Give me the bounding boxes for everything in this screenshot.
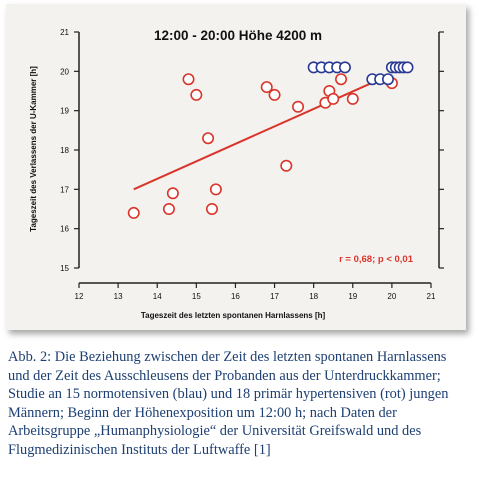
figure-panel <box>6 4 466 330</box>
x-tick-label: 21 <box>426 292 436 301</box>
y-tick-label: 16 <box>60 224 69 234</box>
y-tick-label: 18 <box>60 146 69 155</box>
data-point-red <box>293 102 303 112</box>
x-tick-label: 16 <box>230 292 240 301</box>
data-point-red <box>269 90 279 100</box>
data-point-red <box>328 94 338 104</box>
y-tick-label: 15 <box>60 264 69 273</box>
chart-title: 12:00 - 20:00 Höhe 4200 m <box>153 28 323 43</box>
data-point-red <box>168 188 178 198</box>
y-tick-label: 17 <box>60 185 69 195</box>
x-tick-label: 18 <box>309 292 319 301</box>
data-point-red <box>281 161 291 171</box>
data-point-blue <box>383 74 393 84</box>
data-point-red <box>211 184 221 194</box>
x-axis-label: Tageszeit des letzten spontanen Harnlassens [h] <box>140 311 326 320</box>
data-point-red <box>164 204 174 214</box>
data-point-red <box>336 74 346 84</box>
y-axis-label: Tageszeit des Verlassens der U-Kammer [h] <box>29 66 38 232</box>
y-tick-label: 21 <box>60 28 69 37</box>
data-point-red <box>348 94 358 104</box>
data-point-blue <box>402 62 412 72</box>
data-point-red <box>203 133 213 143</box>
data-point-red <box>191 90 201 100</box>
figure-caption: Abb. 2: Die Beziehung zwischen der Zeit des letzten spontanen Harnlassens und der Zeit des Ausschleusens der Probanden aus der Unterdruckkammer; Studie an 15 normotensiven (blau) und 18 primär hypertensiven (rot) jungen Männern; Beginn der Höhenexposition um 12:00 h; nach Daten der Arbeitsgruppe „Humanphysiologie“ der Universität Greifswald und des Flugmedizinischen Instituts der Luftwaffe [1] <box>8 349 449 458</box>
y-tick-label: 19 <box>60 106 69 116</box>
scatter-chart <box>6 4 466 330</box>
x-tick-label: 14 <box>152 292 162 301</box>
data-point-blue <box>340 62 350 72</box>
data-point-red <box>129 208 139 218</box>
data-point-red <box>207 204 217 214</box>
x-tick-label: 20 <box>387 292 397 301</box>
correlation-annotation: r = 0,68; p < 0,01 <box>339 254 413 265</box>
regression-line <box>134 79 380 189</box>
data-point-red <box>183 74 193 84</box>
data-points <box>129 62 413 218</box>
x-tick-label: 15 <box>191 292 201 301</box>
y-tick-label: 20 <box>60 67 69 77</box>
x-tick-label: 17 <box>270 292 280 301</box>
x-tick-label: 12 <box>74 292 84 301</box>
x-tick-label: 19 <box>348 292 358 301</box>
x-tick-label: 13 <box>113 292 123 301</box>
